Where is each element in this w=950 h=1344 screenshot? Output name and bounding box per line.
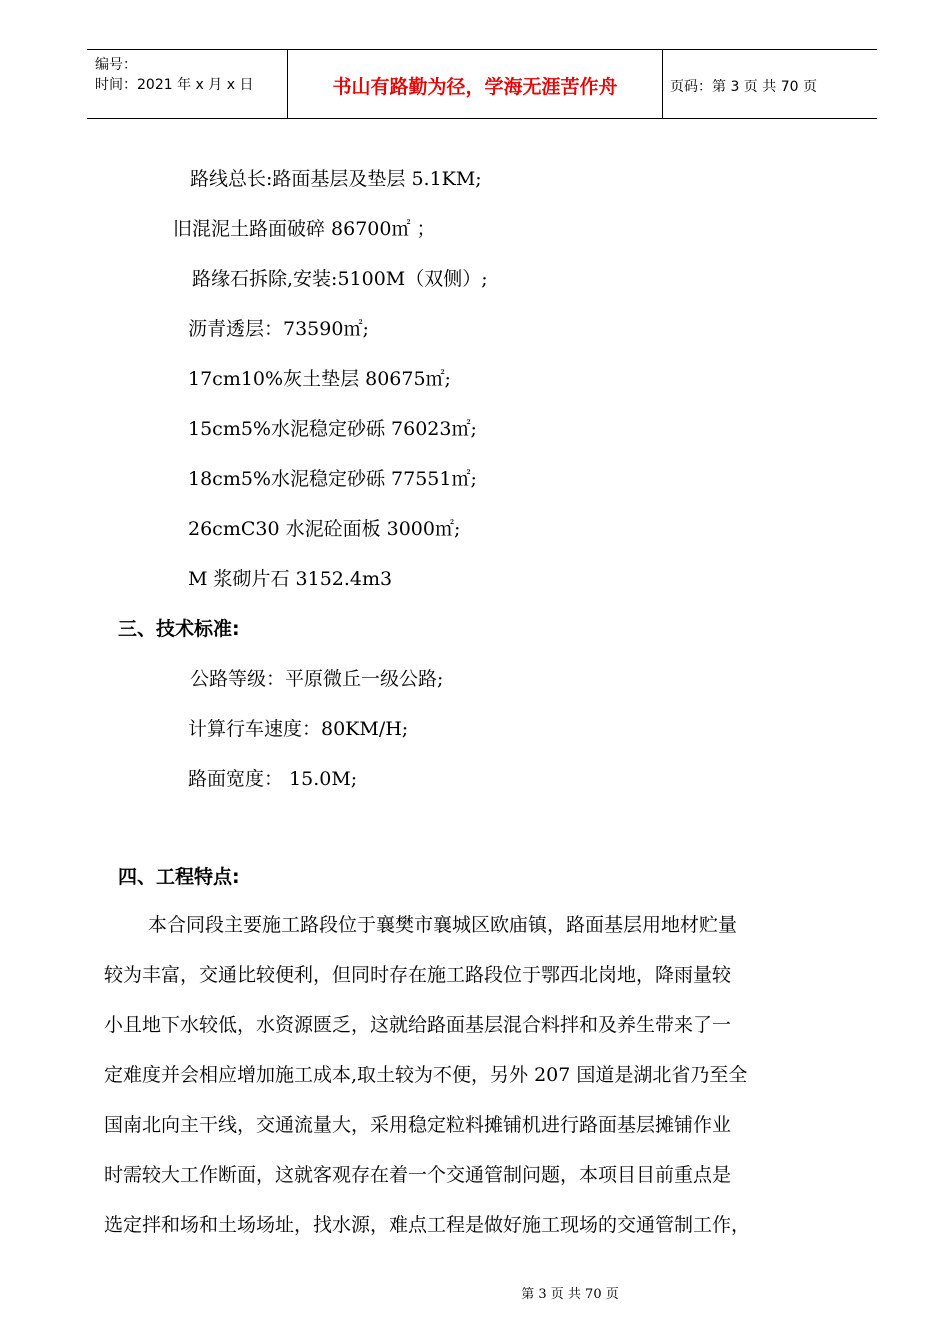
section-heading-features: 四、工程特点: (118, 866, 240, 888)
quantity-item: M 浆砌片石 3152.4m3 (188, 568, 393, 590)
quantity-item: 17cm10%灰土垫层 80675㎡; (188, 368, 451, 390)
paragraph-line: 定难度并会相应增加施工成本,取土较为不便，另外 207 国道是湖北省乃至全 (104, 1064, 748, 1086)
quantity-item: 18cm5%水泥稳定砂砾 77551㎡; (188, 468, 477, 490)
quantity-item: 26cmC30 水泥砼面板 3000㎡; (188, 518, 461, 540)
paragraph-line: 本合同段主要施工路段位于襄樊市襄城区欧庙镇，路面基层用地材贮量 (148, 914, 738, 936)
section-heading-tech-standards: 三、技术标准: (118, 618, 240, 640)
header-page-cell (662, 50, 877, 118)
paragraph-line: 小且地下水较低，水资源匮乏，这就给路面基层混合料拌和及养生带来了一 (104, 1014, 732, 1036)
header-motto-cell (287, 50, 663, 118)
paragraph-line: 选定拌和场和土场场址，找水源，难点工程是做好施工现场的交通管制工作， (104, 1214, 751, 1236)
time-label: 时间：2021 年 x 月 x 日 (95, 77, 254, 93)
page-label: 页码：第 3 页 共 70 页 (670, 79, 817, 95)
quantity-item: 路缘石拆除,安装:5100M（双侧）; (192, 268, 488, 290)
standard-item: 路面宽度： 15.0M; (188, 768, 358, 790)
standard-item: 公路等级：平原微丘一级公路; (190, 668, 444, 690)
quantity-item: 15cm5%水泥稳定砂砾 76023㎡; (188, 418, 477, 440)
quantity-item: 旧混泥土路面破碎 86700㎡ ； (173, 218, 436, 240)
motto: 书山有路勤为径，学海无涯苦作舟 (332, 76, 618, 98)
page-footer (0, 1283, 950, 1302)
standard-item: 计算行车速度：80KM/H; (188, 718, 409, 740)
paragraph-line: 时需较大工作断面，这就客观存在着一个交通管制问题，本项目目前重点是 (104, 1164, 732, 1186)
quantity-item: 路线总长:路面基层及垫层 5.1KM; (190, 168, 482, 190)
footer-page-number: 第 3 页 共 70 页 (521, 1287, 619, 1302)
page-header (87, 49, 877, 119)
paragraph-line: 较为丰富，交通比较便利，但同时存在施工路段位于鄂西北岗地，降雨量较 (104, 964, 732, 986)
quantity-item: 沥青透层：73590㎡; (188, 318, 369, 340)
paragraph-line: 国南北向主干线，交通流量大，采用稳定粒料摊铺机进行路面基层摊铺作业 (104, 1114, 732, 1136)
number-label: 编号： (95, 57, 137, 73)
header-meta (87, 50, 287, 118)
